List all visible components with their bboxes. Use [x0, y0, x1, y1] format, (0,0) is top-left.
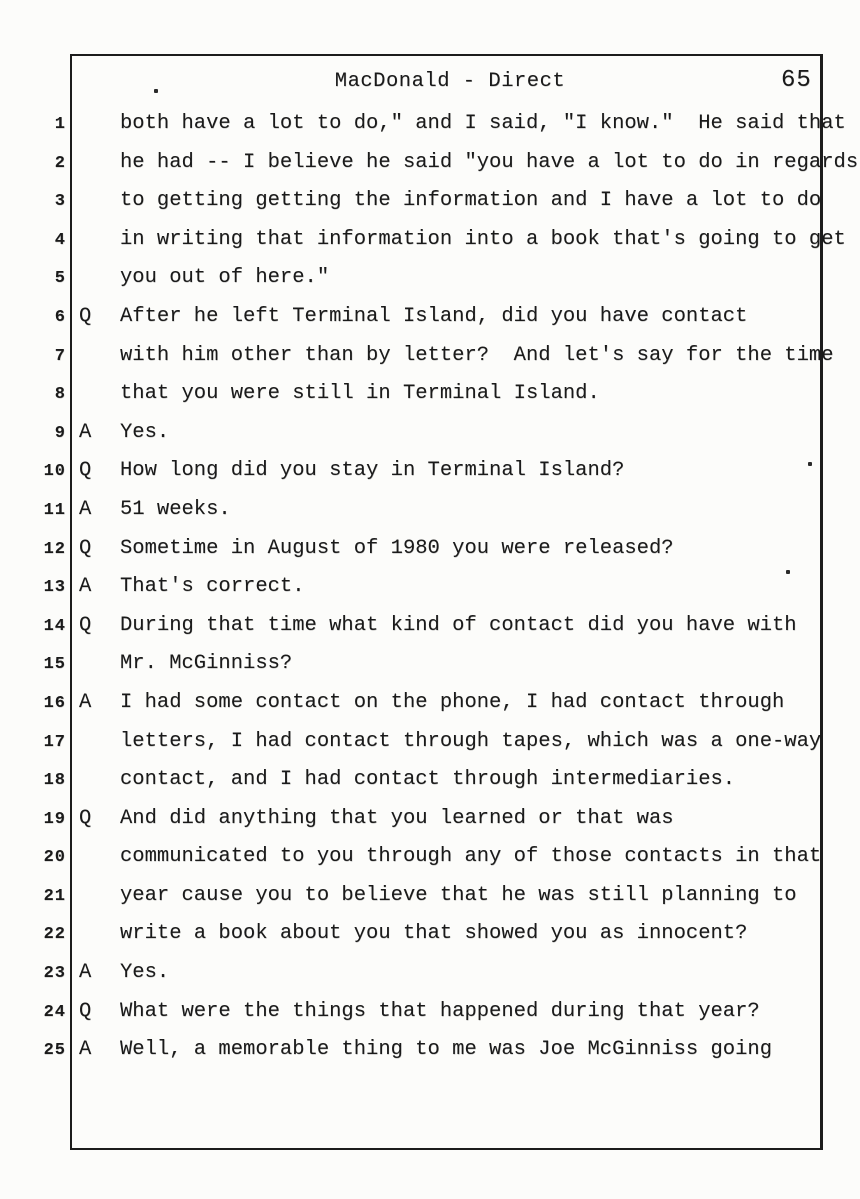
speaker-label: Q — [79, 459, 92, 483]
line-text: to getting getting the information and I have a lot to do — [120, 189, 822, 213]
line-number: 22 — [43, 925, 66, 945]
line-text: I had some contact on the phone, I had contact through — [120, 690, 785, 714]
line-text: that you were still in Terminal Island. — [120, 382, 600, 406]
transcript-line — [0, 182, 860, 221]
line-text-cell — [79, 800, 674, 839]
speaker-label: A — [79, 497, 92, 521]
line-number: 1 — [54, 115, 66, 134]
line-text-cell — [79, 877, 797, 916]
scan-speck — [808, 462, 812, 466]
line-number: 13 — [43, 578, 66, 598]
line-text-cell — [79, 182, 821, 221]
line-text: contact, and I had contact through intermediaries. — [120, 768, 736, 792]
line-text-cell — [79, 1031, 772, 1070]
line-text-cell — [79, 838, 821, 877]
speaker-label: A — [79, 575, 92, 599]
line-text-cell — [79, 144, 858, 183]
line-text: Yes. — [120, 420, 170, 444]
line-number: 24 — [43, 1002, 66, 1022]
scan-speck — [786, 570, 790, 574]
transcript-line — [0, 530, 860, 569]
transcript-line — [0, 298, 860, 337]
line-number: 5 — [54, 269, 66, 289]
line-text-cell — [79, 530, 674, 569]
line-text-cell — [79, 452, 624, 491]
speaker-label: A — [79, 690, 92, 714]
speaker-label: A — [79, 1038, 92, 1062]
transcript-line — [0, 877, 860, 916]
speaker-label: Q — [79, 999, 92, 1023]
line-text-cell — [79, 723, 821, 762]
line-number: 21 — [43, 886, 66, 906]
line-number: 11 — [43, 500, 66, 520]
line-text-cell — [79, 221, 846, 260]
line-text: communicated to you through any of those contacts in that — [120, 845, 822, 869]
line-number: 8 — [54, 385, 66, 405]
line-number: 25 — [43, 1041, 66, 1061]
transcript-line — [0, 568, 860, 607]
transcript-line — [0, 723, 860, 762]
line-text: Yes. — [120, 961, 170, 985]
line-text: And did anything that you learned or that was — [120, 806, 674, 830]
line-text-cell — [79, 259, 329, 298]
line-number: 2 — [54, 153, 66, 173]
line-number: 15 — [43, 655, 66, 675]
line-text-cell — [79, 954, 169, 993]
transcript-line — [0, 105, 860, 144]
line-number: 14 — [43, 616, 66, 636]
line-text-cell — [79, 568, 305, 607]
line-text-cell — [79, 684, 784, 723]
line-number: 9 — [54, 423, 66, 443]
line-text-cell — [79, 337, 834, 376]
transcript-line — [0, 607, 860, 646]
line-number: 16 — [43, 693, 66, 713]
transcript-line — [0, 144, 860, 183]
transcript-line — [0, 954, 860, 993]
line-text-cell — [79, 414, 169, 453]
line-text-cell — [79, 915, 747, 954]
line-number: 12 — [43, 539, 66, 559]
line-text: Well, a memorable thing to me was Joe McGinniss going — [120, 1038, 773, 1062]
transcript-line — [0, 452, 860, 491]
line-text-cell — [79, 607, 797, 646]
line-text: Sometime in August of 1980 you were released? — [120, 536, 674, 560]
transcript-line — [0, 259, 860, 298]
speaker-label: Q — [79, 536, 92, 560]
line-number: 19 — [43, 809, 66, 829]
speaker-label: A — [79, 420, 92, 444]
line-number: 20 — [43, 848, 66, 868]
transcript-line — [0, 684, 860, 723]
scan-speck — [154, 89, 158, 93]
line-text: After he left Terminal Island, did you have contact — [120, 304, 748, 328]
line-text-cell — [79, 105, 846, 144]
line-number: 7 — [54, 346, 66, 366]
line-number: 6 — [54, 307, 66, 327]
line-text: That's correct. — [120, 575, 305, 599]
transcript-line — [0, 221, 860, 260]
speaker-label: A — [79, 961, 92, 985]
line-text: What were the things that happened during that year? — [120, 999, 760, 1023]
line-text: you out of here." — [120, 266, 330, 290]
line-number: 18 — [43, 771, 66, 791]
transcript-line — [0, 800, 860, 839]
transcript-line — [0, 375, 860, 414]
line-text: in writing that information into a book that's going to get — [120, 227, 846, 251]
speaker-label: Q — [79, 613, 92, 637]
line-text: letters, I had contact through tapes, which was a one-way — [120, 729, 822, 753]
transcript-line — [0, 838, 860, 877]
line-text: 51 weeks. — [120, 497, 231, 521]
line-text-cell — [79, 645, 292, 684]
line-text: Mr. McGinniss? — [120, 652, 293, 676]
page-number: 65 — [781, 67, 812, 94]
line-text: During that time what kind of contact did you have with — [120, 613, 797, 637]
page-title: MacDonald - Direct — [334, 70, 566, 93]
line-number: 3 — [54, 192, 66, 212]
transcript-body — [0, 105, 860, 1070]
transcript-line — [0, 337, 860, 376]
line-number: 23 — [43, 964, 66, 984]
line-text-cell — [79, 491, 231, 530]
line-number: 10 — [43, 462, 66, 482]
line-text: he had -- I believe he said "you have a lot to do in regards — [120, 150, 859, 174]
line-text-cell — [79, 761, 735, 800]
transcript-line — [0, 761, 860, 800]
line-text: year cause you to believe that he was still planning to — [120, 883, 797, 907]
line-text: both have a lot to do," and I said, "I know." He said that — [120, 112, 846, 135]
line-text-cell — [79, 375, 600, 414]
speaker-label: Q — [79, 304, 92, 328]
transcript-line — [0, 993, 860, 1032]
speaker-label: Q — [79, 806, 92, 830]
line-text: How long did you stay in Terminal Island? — [120, 459, 625, 483]
line-text-cell — [79, 298, 747, 337]
line-text-cell — [79, 993, 760, 1032]
transcript-line — [0, 491, 860, 530]
line-number: 4 — [54, 230, 66, 250]
transcript-line — [0, 645, 860, 684]
line-number: 17 — [43, 732, 66, 752]
transcript-line — [0, 915, 860, 954]
transcript-line — [0, 1031, 860, 1070]
line-text: with him other than by letter? And let's say for the time — [120, 343, 834, 367]
line-text: write a book about you that showed you as innocent? — [120, 922, 748, 946]
transcript-line — [0, 414, 860, 453]
